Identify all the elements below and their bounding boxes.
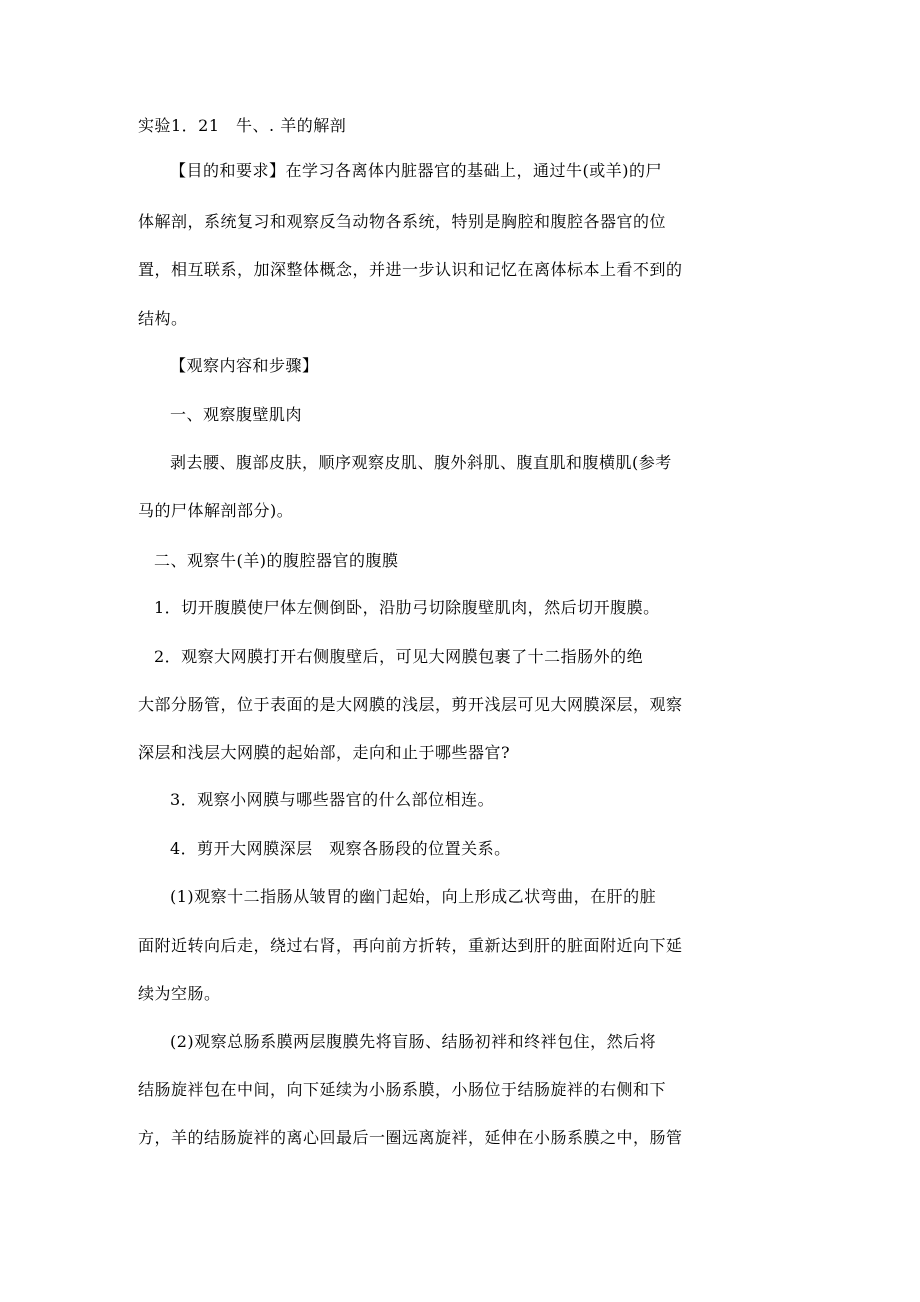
section-heading: 二、观察牛(羊)的腹腔器官的腹膜 (154, 551, 399, 570)
list-item: 4．剪开大网膜深层 观察各肠段的位置关系。 (170, 839, 511, 858)
section-heading: 一、观察腹壁肌肉 (170, 405, 303, 424)
paragraph-line: 大部分肠管，位于表面的是大网膜的浅层，剪开浅层可见大网膜深层，观察 (138, 695, 683, 714)
document-title: 实验1．21 牛、. 羊的解剖 (138, 116, 347, 135)
list-item: 2．观察大网膜打开右侧腹壁后，可见大网膜包裹了十二指肠外的绝 (154, 647, 644, 666)
list-item: (2)观察总肠系膜两层腹膜先将盲肠、结肠初袢和终袢包住，然后将 (170, 1032, 657, 1051)
paragraph-line: 结构。 (138, 309, 188, 328)
paragraph-line: 续为空肠。 (138, 984, 221, 1003)
paragraph-line: 方，羊的结肠旋袢的离心回最后一圈远离旋袢，延伸在小肠系膜之中，肠管 (138, 1128, 683, 1147)
paragraph-line: 置，相互联系，加深整体概念，并进一步认识和记忆在离体标本上看不到的 (138, 260, 683, 279)
paragraph-line: 马的尸体解剖部分)。 (138, 501, 294, 520)
paragraph-line: 面附近转向后走，绕过右肾，再向前方折转，重新达到肝的脏面附近向下延 (138, 936, 683, 955)
list-item: (1)观察十二指肠从皱胃的幽门起始，向上形成乙状弯曲，在肝的脏 (170, 887, 657, 906)
paragraph-line: 体解剖，系统复习和观察反刍动物各系统，特别是胸腔和腹腔各器官的位 (138, 212, 667, 231)
list-item: 1．切开腹膜使尸体左侧倒卧，沿肋弓切除腹壁肌肉，然后切开腹膜。 (154, 598, 660, 617)
paragraph-line: 深层和浅层大网膜的起始部，走向和止于哪些器官? (138, 743, 511, 762)
paragraph-line: 结肠旋袢包在中间，向下延续为小肠系膜，小肠位于结肠旋袢的右侧和下 (138, 1080, 667, 1099)
section-heading: 【观察内容和步骤】 (170, 356, 319, 375)
list-item: 3．观察小网膜与哪些器官的什么部位相连。 (170, 790, 495, 809)
paragraph-line: 【目的和要求】在学习各离体内脏器官的基础上，通过牛(或羊)的尸 (170, 161, 662, 180)
paragraph-line: 剥去腰、腹部皮肤，顺序观察皮肌、腹外斜肌、腹直肌和腹横肌(参考 (170, 453, 672, 472)
